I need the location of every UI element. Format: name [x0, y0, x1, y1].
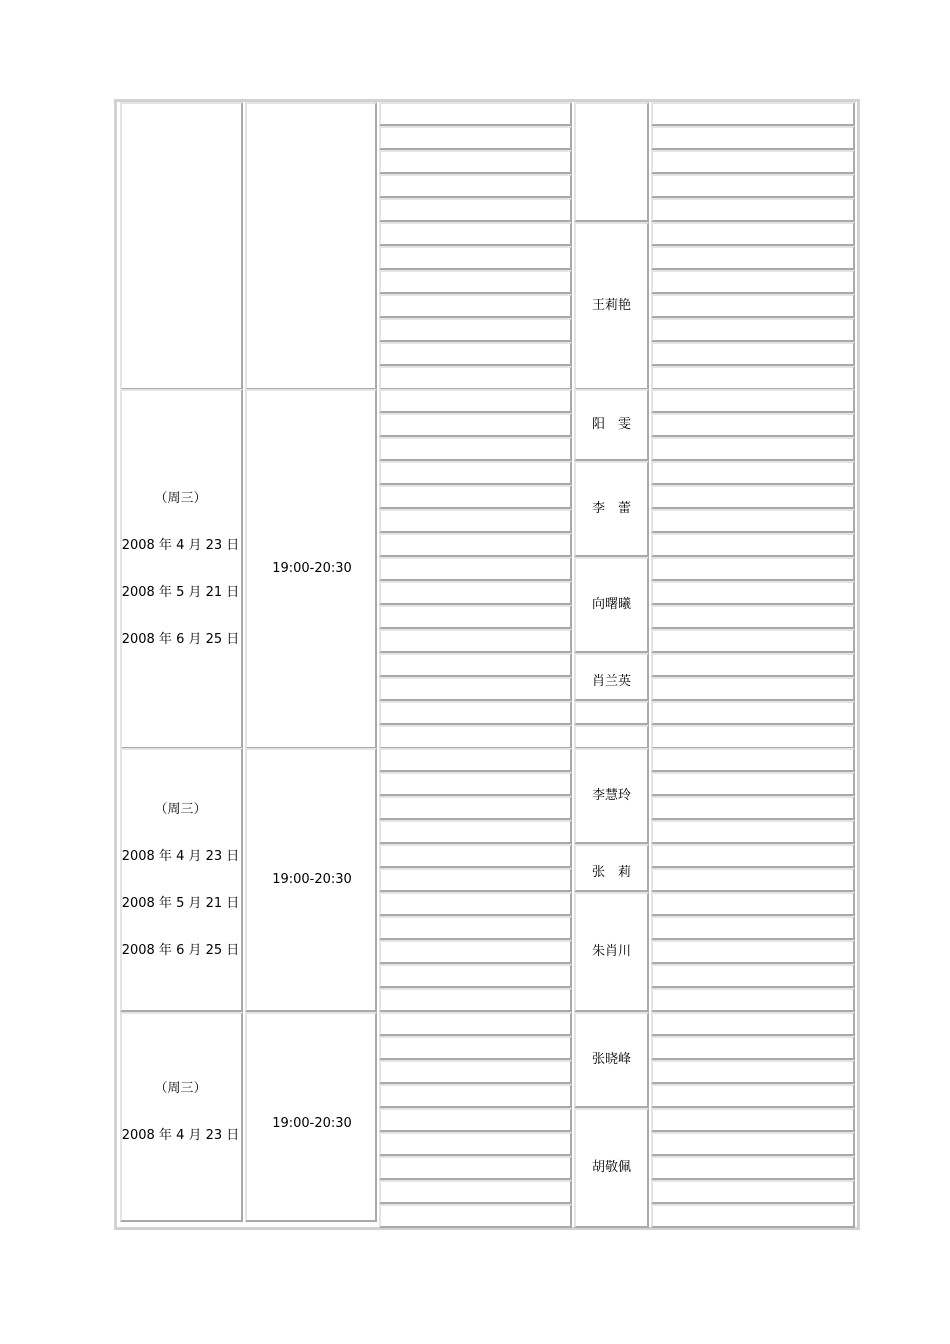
note-cell	[651, 1060, 855, 1084]
student-cell	[379, 629, 572, 653]
student-cell	[379, 1156, 572, 1180]
note-cell	[651, 461, 855, 485]
note-cell	[651, 270, 855, 294]
time-cell	[245, 102, 377, 390]
note-cell	[651, 940, 855, 964]
student-cell	[379, 366, 572, 390]
student-cell	[379, 677, 572, 701]
note-cell	[651, 653, 855, 677]
teacher-cell	[574, 102, 649, 222]
student-cell	[379, 342, 572, 366]
student-cell	[379, 198, 572, 222]
date-cell	[120, 389, 243, 749]
student-cell	[379, 222, 572, 246]
student-cell	[379, 748, 572, 772]
student-cell	[379, 533, 572, 557]
student-cell	[379, 509, 572, 533]
note-cell	[651, 581, 855, 605]
note-cell	[651, 533, 855, 557]
note-cell	[651, 701, 855, 725]
note-cell	[651, 916, 855, 940]
note-cell	[651, 868, 855, 892]
student-cell	[379, 318, 572, 342]
note-cell	[651, 820, 855, 844]
note-cell	[651, 629, 855, 653]
student-cell	[379, 701, 572, 725]
teacher-name: 胡敬佩	[591, 1160, 632, 1175]
note-cell	[651, 1180, 855, 1204]
note-cell	[651, 892, 855, 916]
student-cell	[379, 796, 572, 820]
date-line: 2008 年 6 月 25 日	[121, 942, 240, 958]
note-cell	[651, 413, 855, 437]
student-cell	[379, 725, 572, 749]
note-cell	[651, 677, 855, 701]
session-time: 19:00-20:30	[272, 561, 352, 576]
student-cell	[379, 461, 572, 485]
teacher-name: 李 蕾	[591, 501, 632, 516]
student-cell	[379, 1108, 572, 1132]
note-cell	[651, 605, 855, 629]
student-cell	[379, 844, 572, 868]
teacher-name: 朱肖川	[591, 944, 632, 959]
teacher-name: 李慧玲	[591, 788, 632, 803]
student-cell	[379, 653, 572, 677]
student-cell	[379, 605, 572, 629]
note-cell	[651, 246, 855, 270]
note-cell	[651, 437, 855, 461]
student-cell	[379, 940, 572, 964]
note-cell	[651, 796, 855, 820]
student-cell	[379, 557, 572, 581]
note-cell	[651, 222, 855, 246]
student-cell	[379, 270, 572, 294]
date-cell	[120, 102, 243, 390]
date-line: （周三）	[154, 801, 207, 817]
student-cell	[379, 1084, 572, 1108]
student-cell	[379, 413, 572, 437]
student-cell	[379, 1060, 572, 1084]
student-cell	[379, 102, 572, 126]
student-cell	[379, 1036, 572, 1060]
note-cell	[651, 198, 855, 222]
student-cell	[379, 916, 572, 940]
student-cell	[379, 581, 572, 605]
student-cell	[379, 246, 572, 270]
teacher-name: 张 莉	[591, 865, 632, 880]
teacher-cell	[574, 701, 649, 725]
student-cell	[379, 1204, 572, 1228]
note-cell	[651, 1012, 855, 1036]
student-cell	[379, 964, 572, 988]
student-cell	[379, 485, 572, 509]
note-cell	[651, 389, 855, 413]
student-cell	[379, 389, 572, 413]
note-cell	[651, 126, 855, 150]
student-cell	[379, 294, 572, 318]
note-cell	[651, 294, 855, 318]
student-cell	[379, 1180, 572, 1204]
note-cell	[651, 1156, 855, 1180]
student-cell	[379, 1012, 572, 1036]
note-cell	[651, 1132, 855, 1156]
date-line: 2008 年 4 月 23 日	[121, 537, 240, 553]
session-time: 19:00-20:30	[272, 872, 352, 887]
date-line: 2008 年 5 月 21 日	[121, 895, 240, 911]
date-line: 2008 年 6 月 25 日	[121, 631, 240, 647]
date-line: 2008 年 4 月 23 日	[121, 848, 240, 864]
student-cell	[379, 126, 572, 150]
date-line: （周三）	[154, 490, 207, 506]
note-cell	[651, 772, 855, 796]
note-cell	[651, 557, 855, 581]
teacher-name: 肖兰英	[591, 674, 632, 689]
note-cell	[651, 1108, 855, 1132]
note-cell	[651, 174, 855, 198]
student-cell	[379, 1132, 572, 1156]
note-cell	[651, 1084, 855, 1108]
note-cell	[651, 318, 855, 342]
teacher-cell	[574, 725, 649, 749]
teacher-name: 向曙曦	[591, 597, 632, 612]
student-cell	[379, 988, 572, 1012]
note-cell	[651, 844, 855, 868]
note-cell	[651, 1036, 855, 1060]
date-cell	[120, 1012, 243, 1222]
note-cell	[651, 150, 855, 174]
student-cell	[379, 868, 572, 892]
note-cell	[651, 725, 855, 749]
student-cell	[379, 772, 572, 796]
teacher-name: 王莉艳	[591, 298, 632, 313]
note-cell	[651, 485, 855, 509]
student-cell	[379, 174, 572, 198]
teacher-name: 张晓峰	[591, 1052, 632, 1067]
note-cell	[651, 1204, 855, 1228]
teacher-name: 阳 雯	[591, 417, 632, 432]
session-time: 19:00-20:30	[272, 1116, 352, 1131]
student-cell	[379, 820, 572, 844]
date-line: （周三）	[154, 1080, 207, 1096]
date-line: 2008 年 5 月 21 日	[121, 584, 240, 600]
note-cell	[651, 509, 855, 533]
student-cell	[379, 892, 572, 916]
date-cell	[120, 748, 243, 1012]
note-cell	[651, 342, 855, 366]
student-cell	[379, 150, 572, 174]
note-cell	[651, 366, 855, 390]
note-cell	[651, 988, 855, 1012]
note-cell	[651, 748, 855, 772]
note-cell	[651, 964, 855, 988]
student-cell	[379, 437, 572, 461]
date-line: 2008 年 4 月 23 日	[121, 1127, 240, 1143]
note-cell	[651, 102, 855, 126]
